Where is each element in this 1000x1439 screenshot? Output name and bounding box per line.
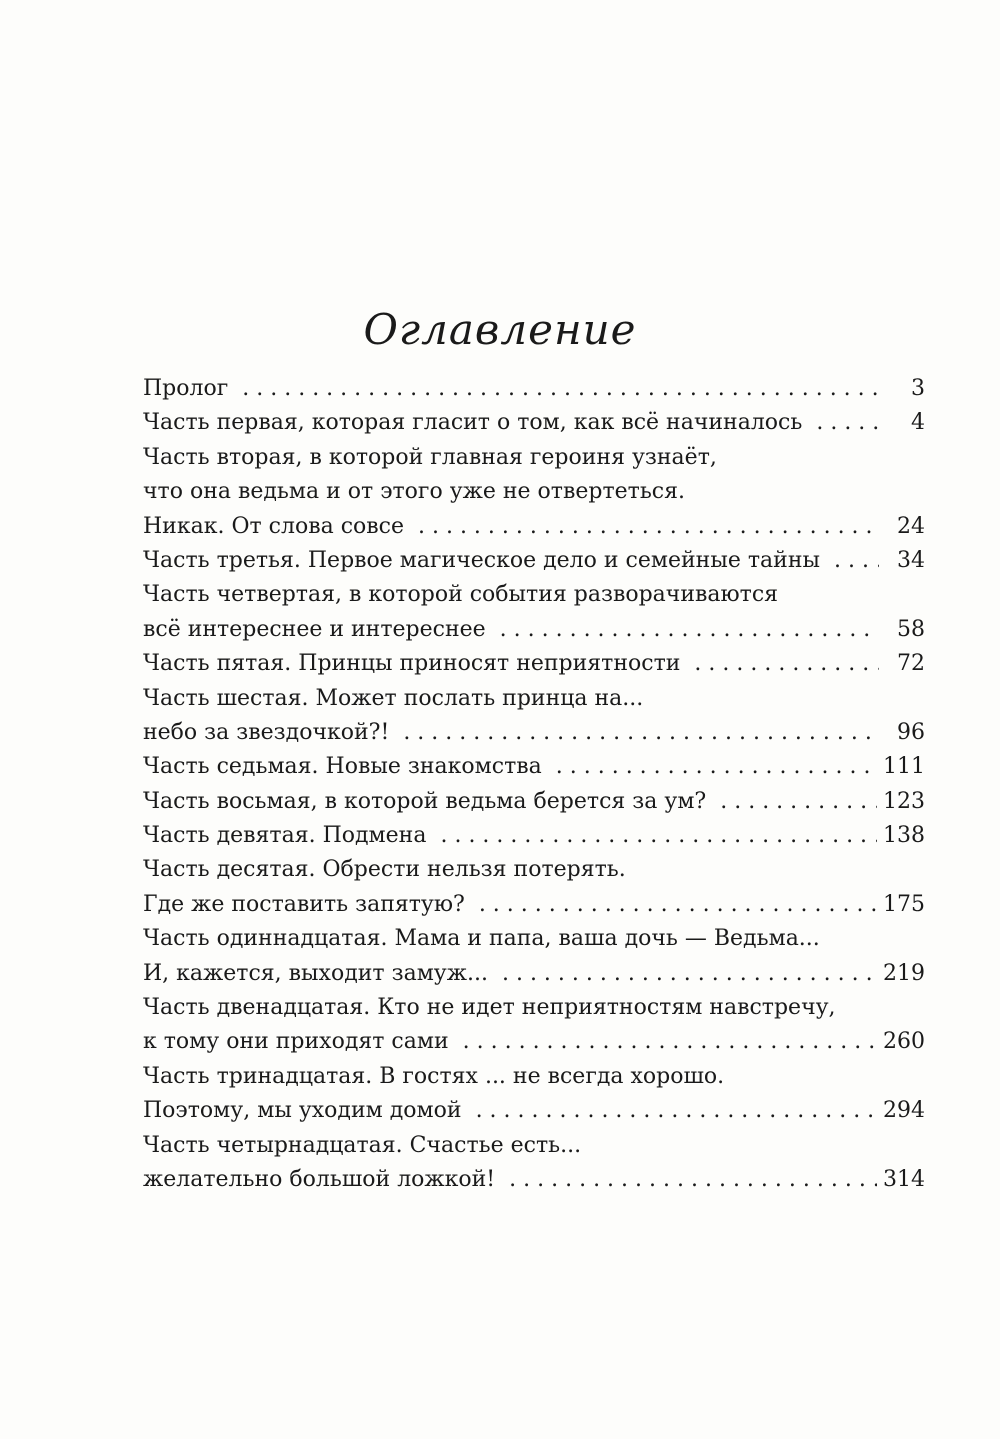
toc-entry bbox=[143, 544, 925, 578]
toc-entry-title: Часть девятая. Подмена bbox=[143, 823, 427, 849]
toc-entry bbox=[143, 991, 925, 1060]
toc-entry bbox=[143, 819, 925, 853]
toc-entry-title: Часть четвертая, в которой события разворачиваются bbox=[143, 582, 779, 608]
dot-leader bbox=[242, 372, 879, 406]
toc-entry-title: Часть одиннадцатая. Мама и папа, ваша дочь — Ведьма... bbox=[143, 926, 820, 952]
toc-page-number: 123 bbox=[883, 788, 925, 814]
toc-page-number: 58 bbox=[897, 616, 925, 642]
toc-entry bbox=[143, 372, 925, 406]
toc-entry-title: Часть седьмая. Новые знакомства bbox=[143, 754, 542, 780]
toc-entry-title: Часть восьмая, в которой ведьма берется за ум? bbox=[143, 788, 707, 814]
table-of-contents bbox=[143, 372, 925, 1197]
toc-entry-title: желательно большой ложкой! bbox=[143, 1166, 496, 1192]
dot-leader bbox=[476, 1094, 877, 1128]
toc-entry-title: Пролог bbox=[143, 375, 229, 401]
toc-page-number: 260 bbox=[883, 1029, 925, 1055]
dot-leader bbox=[509, 1163, 877, 1197]
toc-page-number: 294 bbox=[883, 1098, 925, 1124]
toc-entry-title: что она ведьма и от этого уже не отвертеться. bbox=[143, 479, 685, 505]
toc-line bbox=[143, 1060, 925, 1094]
toc-page-number: 175 bbox=[883, 891, 925, 917]
toc-page-number: 3 bbox=[911, 375, 925, 401]
dot-leader bbox=[502, 957, 877, 991]
dot-leader bbox=[720, 785, 877, 819]
dot-leader bbox=[816, 406, 879, 440]
toc-entry-title: Никак. От слова совсе bbox=[143, 513, 404, 539]
toc-entry-title: всё интереснее и интереснее bbox=[143, 616, 486, 642]
dot-leader bbox=[479, 888, 877, 922]
dot-leader bbox=[694, 647, 879, 681]
toc-page-number: 24 bbox=[897, 513, 925, 539]
dot-leader bbox=[500, 613, 879, 647]
toc-entry-title: Где же поставить запятую? bbox=[143, 891, 465, 917]
toc-entry bbox=[143, 1129, 925, 1198]
page-title: Оглавление bbox=[363, 305, 637, 354]
toc-line bbox=[143, 750, 925, 784]
toc-entry bbox=[143, 853, 925, 922]
toc-entry bbox=[143, 750, 925, 784]
toc-line bbox=[143, 1163, 925, 1197]
toc-line bbox=[143, 475, 925, 509]
toc-page-number: 96 bbox=[897, 719, 925, 745]
dot-leader bbox=[440, 819, 877, 853]
toc-page-number: 34 bbox=[897, 547, 925, 573]
toc-line bbox=[143, 1025, 925, 1059]
toc-line bbox=[143, 716, 925, 750]
toc-entry-title: небо за звездочкой?! bbox=[143, 719, 390, 745]
toc-entry bbox=[143, 441, 925, 544]
toc-line bbox=[143, 647, 925, 681]
toc-entry-title: Часть третья. Первое магическое дело и семейные тайны bbox=[143, 547, 820, 573]
toc-line bbox=[143, 819, 925, 853]
toc-line bbox=[143, 544, 925, 578]
toc-line bbox=[143, 613, 925, 647]
toc-entry bbox=[143, 578, 925, 647]
toc-line bbox=[143, 853, 925, 887]
toc-page-number: 4 bbox=[911, 410, 925, 436]
toc-entry-title: Часть четырнадцатая. Счастье есть... bbox=[143, 1132, 582, 1158]
toc-page-number: 72 bbox=[897, 651, 925, 677]
dot-leader bbox=[556, 750, 877, 784]
toc-line bbox=[143, 922, 925, 956]
toc-page-number: 219 bbox=[883, 960, 925, 986]
toc-entry-title: Поэтому, мы уходим домой bbox=[143, 1098, 462, 1124]
toc-page-number: 138 bbox=[883, 823, 925, 849]
toc-entry-title: Часть тринадцатая. В гостях ... не всегда хорошо. bbox=[143, 1063, 725, 1089]
toc-line bbox=[143, 372, 925, 406]
toc-entry-title: И, кажется, выходит замуж... bbox=[143, 960, 488, 986]
toc-entry bbox=[143, 647, 925, 681]
toc-page-number: 111 bbox=[883, 754, 925, 780]
toc-entry-title: к тому они приходят сами bbox=[143, 1029, 449, 1055]
toc-entry-title: Часть вторая, в которой главная героиня узнаёт, bbox=[143, 444, 717, 470]
toc-line bbox=[143, 785, 925, 819]
toc-line bbox=[143, 991, 925, 1025]
toc-line bbox=[143, 510, 925, 544]
dot-leader bbox=[834, 544, 879, 578]
dot-leader bbox=[463, 1025, 877, 1059]
toc-line bbox=[143, 682, 925, 716]
toc-entry bbox=[143, 406, 925, 440]
toc-entry-title: Часть двенадцатая. Кто не идет неприятностям навстречу, bbox=[143, 995, 836, 1021]
toc-entry bbox=[143, 785, 925, 819]
toc-entry bbox=[143, 1060, 925, 1129]
toc-entry bbox=[143, 682, 925, 751]
toc-entry bbox=[143, 922, 925, 991]
dot-leader bbox=[403, 716, 879, 750]
toc-line bbox=[143, 578, 925, 612]
toc-line bbox=[143, 1094, 925, 1128]
toc-line bbox=[143, 406, 925, 440]
toc-entry-title: Часть шестая. Может послать принца на... bbox=[143, 685, 644, 711]
toc-entry-title: Часть первая, которая гласит о том, как всё начиналось bbox=[143, 410, 803, 436]
toc-line bbox=[143, 441, 925, 475]
toc-line bbox=[143, 1129, 925, 1163]
toc-page-number: 314 bbox=[883, 1166, 925, 1192]
toc-entry-title: Часть десятая. Обрести нельзя потерять. bbox=[143, 857, 626, 883]
toc-entry-title: Часть пятая. Принцы приносят неприятности bbox=[143, 651, 681, 677]
toc-line bbox=[143, 888, 925, 922]
dot-leader bbox=[418, 510, 879, 544]
toc-line bbox=[143, 957, 925, 991]
